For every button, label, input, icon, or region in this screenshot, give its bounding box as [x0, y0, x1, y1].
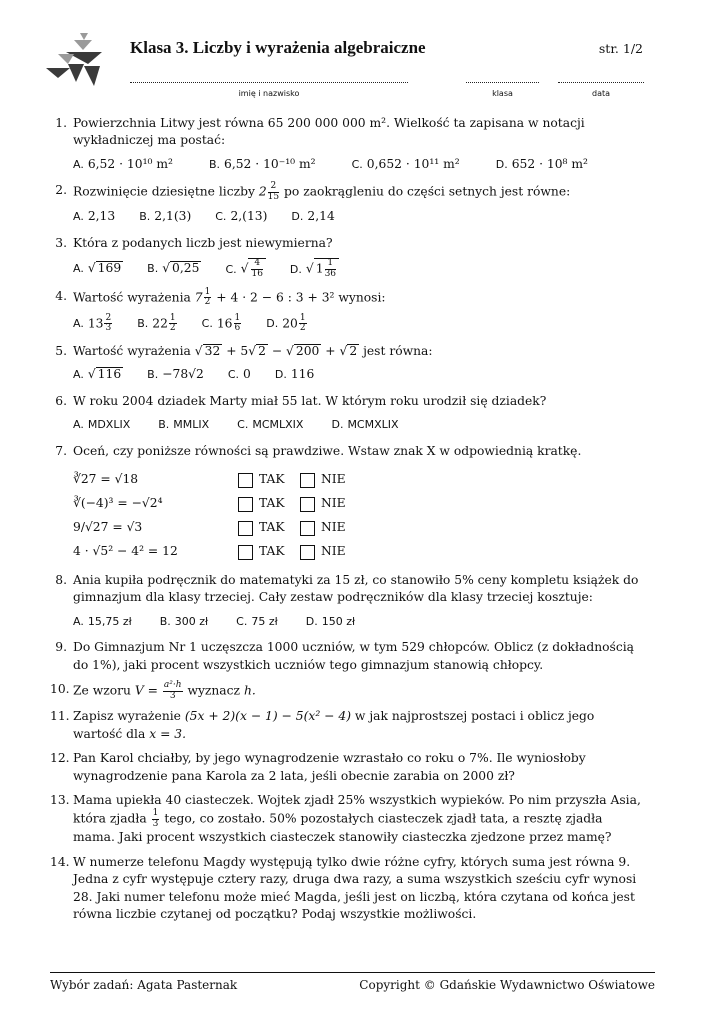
option-b[interactable]: B. MMLIX — [158, 418, 210, 432]
checkbox-tak[interactable] — [238, 473, 253, 488]
option-c[interactable]: C. MCMLXIX — [237, 418, 304, 432]
question-5 — [50, 343, 645, 384]
statement: 4 · √5² − 4² = 12 — [73, 544, 178, 559]
question-number: 8. — [55, 573, 67, 588]
option-d[interactable]: D. 2,14 — [291, 209, 335, 224]
option-b[interactable]: B. −78√2 — [147, 367, 204, 382]
question-text: Rozwinięcie dziesiętne liczby 2 $\frac{2}{15}$ po zaokrągleniu do części setnych jest równe: — [73, 181, 571, 202]
question-text: Pan Karol chciałby, by jego wynagrodzenie wzrastało co roku o 7%. Ile wyniosłoby wynagrodzenie pana Karola za 2 lata, jeśli obecnie zarabia on 2000 zł? — [73, 751, 586, 783]
option-a[interactable]: A. 2,13 — [73, 209, 116, 224]
question-13 — [50, 792, 645, 847]
option-c[interactable]: C. 0 — [227, 367, 251, 382]
question-number: 10. — [50, 682, 70, 697]
question-1 — [50, 115, 645, 173]
option-b[interactable]: B. 22 $\frac{1}{2}$ — [137, 312, 176, 334]
option-d[interactable]: D. 20 $\frac{1}{2}$ — [266, 312, 306, 334]
option-c[interactable]: C. 2,(13) — [215, 209, 268, 224]
question-number: 1. — [55, 116, 67, 130]
question-number: 12. — [50, 751, 70, 766]
answer-options — [73, 208, 645, 225]
statement-row: ∛27 = √18 TAK NIE — [73, 468, 645, 492]
footer-divider — [50, 972, 655, 973]
question-number: 11. — [50, 709, 70, 724]
question-list — [50, 115, 645, 931]
question-text: W roku 2004 dziadek Marty miał 55 lat. W którym roku urodził się dziadek? — [73, 393, 547, 408]
question-3 — [50, 235, 645, 279]
question-text: Mama upiekła 40 ciasteczek. Wojtek zjadł 25% wszystkich wypieków. Po nim przyszła Asia, która zjadła $\frac{1}{3}$ tego, co zostało. 50% pozostałych ciasteczek zjadł tata, a resztę zjadła mama. Jaki procent wszystkich ciasteczek stanowiły ciasteczka zjedzone przez mamę? — [73, 792, 641, 845]
class-field-line[interactable] — [466, 72, 539, 83]
question-9 — [50, 639, 645, 674]
question-number: 4. — [55, 289, 67, 304]
page-number: str. 1/2 — [598, 41, 643, 56]
option-a[interactable]: A. MDXLIX — [73, 418, 131, 432]
option-c[interactable]: C. 75 zł — [236, 614, 278, 628]
option-b[interactable]: B. 6,52 · 10⁻¹⁰ m² — [208, 156, 316, 171]
question-number: 5. — [55, 343, 67, 358]
option-a[interactable]: A. √ 169 — [73, 260, 122, 275]
answer-options — [73, 416, 645, 433]
date-field-caption: data — [591, 89, 611, 98]
name-field-line[interactable] — [130, 72, 408, 83]
question-2 — [50, 182, 645, 225]
option-a[interactable]: A. 15,75 zł — [73, 614, 132, 628]
option-a[interactable]: A. √ 116 — [73, 367, 122, 382]
option-d[interactable]: D. 150 zł — [305, 614, 356, 628]
answer-options — [73, 156, 645, 173]
question-text: Wartość wyrażenia √ 32 + 5√ 2 − √ 200 + √ 2 jest równa: — [73, 343, 433, 358]
option-d[interactable]: D. 652 · 10⁸ m² — [495, 156, 588, 171]
question-text: Oceń, czy poniższe równości są prawdziwe. Wstaw znak X w odpowiednią kratkę. — [73, 443, 582, 458]
checkbox-tak[interactable] — [238, 521, 253, 536]
question-14 — [50, 854, 645, 924]
name-field-caption: imię i nazwisko — [238, 89, 300, 98]
option-a[interactable]: A. 6,52 · 10¹⁰ m² — [73, 156, 173, 171]
question-text: W numerze telefonu Magdy występują tylko dwie różne cyfry, których suma jest równa 9. Jedna z cyfr występuje cztery razy, druga dwa razy, a suma wszystkich sześciu cyfr wynosi 28. Jaki numer telefonu może mieć Magda, jeśli jest on liczbą, która czytana od końca jest równa liczbie czytanej od początku? Podaj wszystkie możliwości. — [73, 854, 637, 922]
question-10 — [50, 681, 645, 701]
checkbox-nie[interactable] — [300, 545, 315, 560]
worksheet-title: Klasa 3. Liczby i wyrażenia algebraiczne — [130, 38, 426, 57]
question-number: 14. — [50, 854, 70, 869]
answer-options — [73, 314, 645, 334]
question-text: Która z podanych liczb jest niewymierna? — [73, 235, 333, 250]
statement: ∛(−4)³ = −√2⁴ — [73, 496, 163, 511]
question-8 — [50, 572, 645, 630]
option-d[interactable]: D. MCMXLIX — [331, 418, 399, 432]
question-6 — [50, 393, 645, 434]
question-number: 9. — [55, 640, 67, 655]
question-text: Powierzchnia Litwy jest równa 65 200 000 000 m². Wielkość ta zapisana w notacji wykładniczej ma postać: — [73, 116, 585, 148]
statement: ∛27 = √18 — [73, 472, 139, 487]
checkbox-tak[interactable] — [238, 497, 253, 512]
footer-author: Wybór zadań: Agata Pasternak — [50, 978, 238, 992]
statement-row: 4 · √5² − 4² = 12 TAK NIE — [73, 540, 645, 564]
answer-options — [73, 366, 645, 383]
true-false-table — [73, 468, 645, 564]
question-4 — [50, 288, 645, 334]
question-number: 7. — [55, 443, 67, 458]
statement-row: 9/√27 = √3 TAK NIE — [73, 516, 645, 540]
publisher-logo — [44, 30, 104, 88]
option-d[interactable]: D. 116 — [274, 367, 315, 382]
checkbox-nie[interactable] — [300, 473, 315, 488]
question-number: 3. — [55, 235, 67, 250]
fraction: $\frac{2}{15}$ — [267, 181, 280, 202]
question-number: 2. — [55, 183, 67, 198]
option-c[interactable]: C. 0,652 · 10¹¹ m² — [351, 156, 460, 171]
question-number: 13. — [50, 792, 70, 807]
checkbox-nie[interactable] — [300, 521, 315, 536]
question-12 — [50, 750, 645, 785]
option-c[interactable]: C. √ $\frac{4}{16}$ — [225, 258, 265, 279]
option-b[interactable]: B. 300 zł — [159, 614, 209, 628]
statement-row: ∛(−4)³ = −√2⁴ TAK NIE — [73, 492, 645, 516]
date-field-line[interactable] — [558, 72, 644, 83]
question-11 — [50, 708, 645, 743]
question-text: Zapisz wyrażenie (5x + 2)(x − 1) − 5(x² − 4) w jak najprostszej postaci i oblicz jego wartość dla x = 3. — [73, 709, 595, 741]
answer-options — [73, 258, 645, 279]
question-text: Wartość wyrażenia 7 $\frac{1}{2}$ + 4 · 2 − 6 : 3 + 3² wynosi: — [73, 287, 386, 308]
checkbox-nie[interactable] — [300, 497, 315, 512]
option-c[interactable]: C. 16 $\frac{1}{6}$ — [201, 312, 241, 334]
question-text: Ze wzoru V = $\frac{\text{a²·h}}{3}$ wyznacz h. — [73, 680, 256, 701]
answer-options — [73, 613, 645, 630]
class-field-caption: klasa — [492, 89, 513, 98]
checkbox-tak[interactable] — [238, 545, 253, 560]
option-a[interactable]: A. 13 $\frac{2}{3}$ — [73, 312, 112, 334]
option-d[interactable]: D. √ 1 $\frac{1}{36}$ — [290, 258, 339, 279]
question-text: Ania kupiła podręcznik do matematyki za 15 zł, co stanowiło 5% ceny kompletu książek do gimnazjum dla klasy trzeciej. Cały zestaw podręczników dla klasy trzeciej kosztuje: — [73, 573, 639, 605]
option-b[interactable]: B. √ 0,25 — [147, 260, 200, 275]
question-text: Do Gimnazjum Nr 1 uczęszcza 1000 uczniów, w tym 529 chłopców. Oblicz (z dokładnością do 1%), jaki procent wszystkich uczniów tego gimnazjum stanowią chłopcy. — [73, 640, 634, 672]
footer-copyright: Copyright © Gdańskie Wydawnictwo Oświatowe — [359, 978, 655, 992]
statement: 9/√27 = √3 — [73, 520, 143, 535]
question-number: 6. — [55, 393, 67, 408]
question-7 — [50, 443, 645, 564]
option-b[interactable]: B. 2,1(3) — [139, 209, 192, 224]
